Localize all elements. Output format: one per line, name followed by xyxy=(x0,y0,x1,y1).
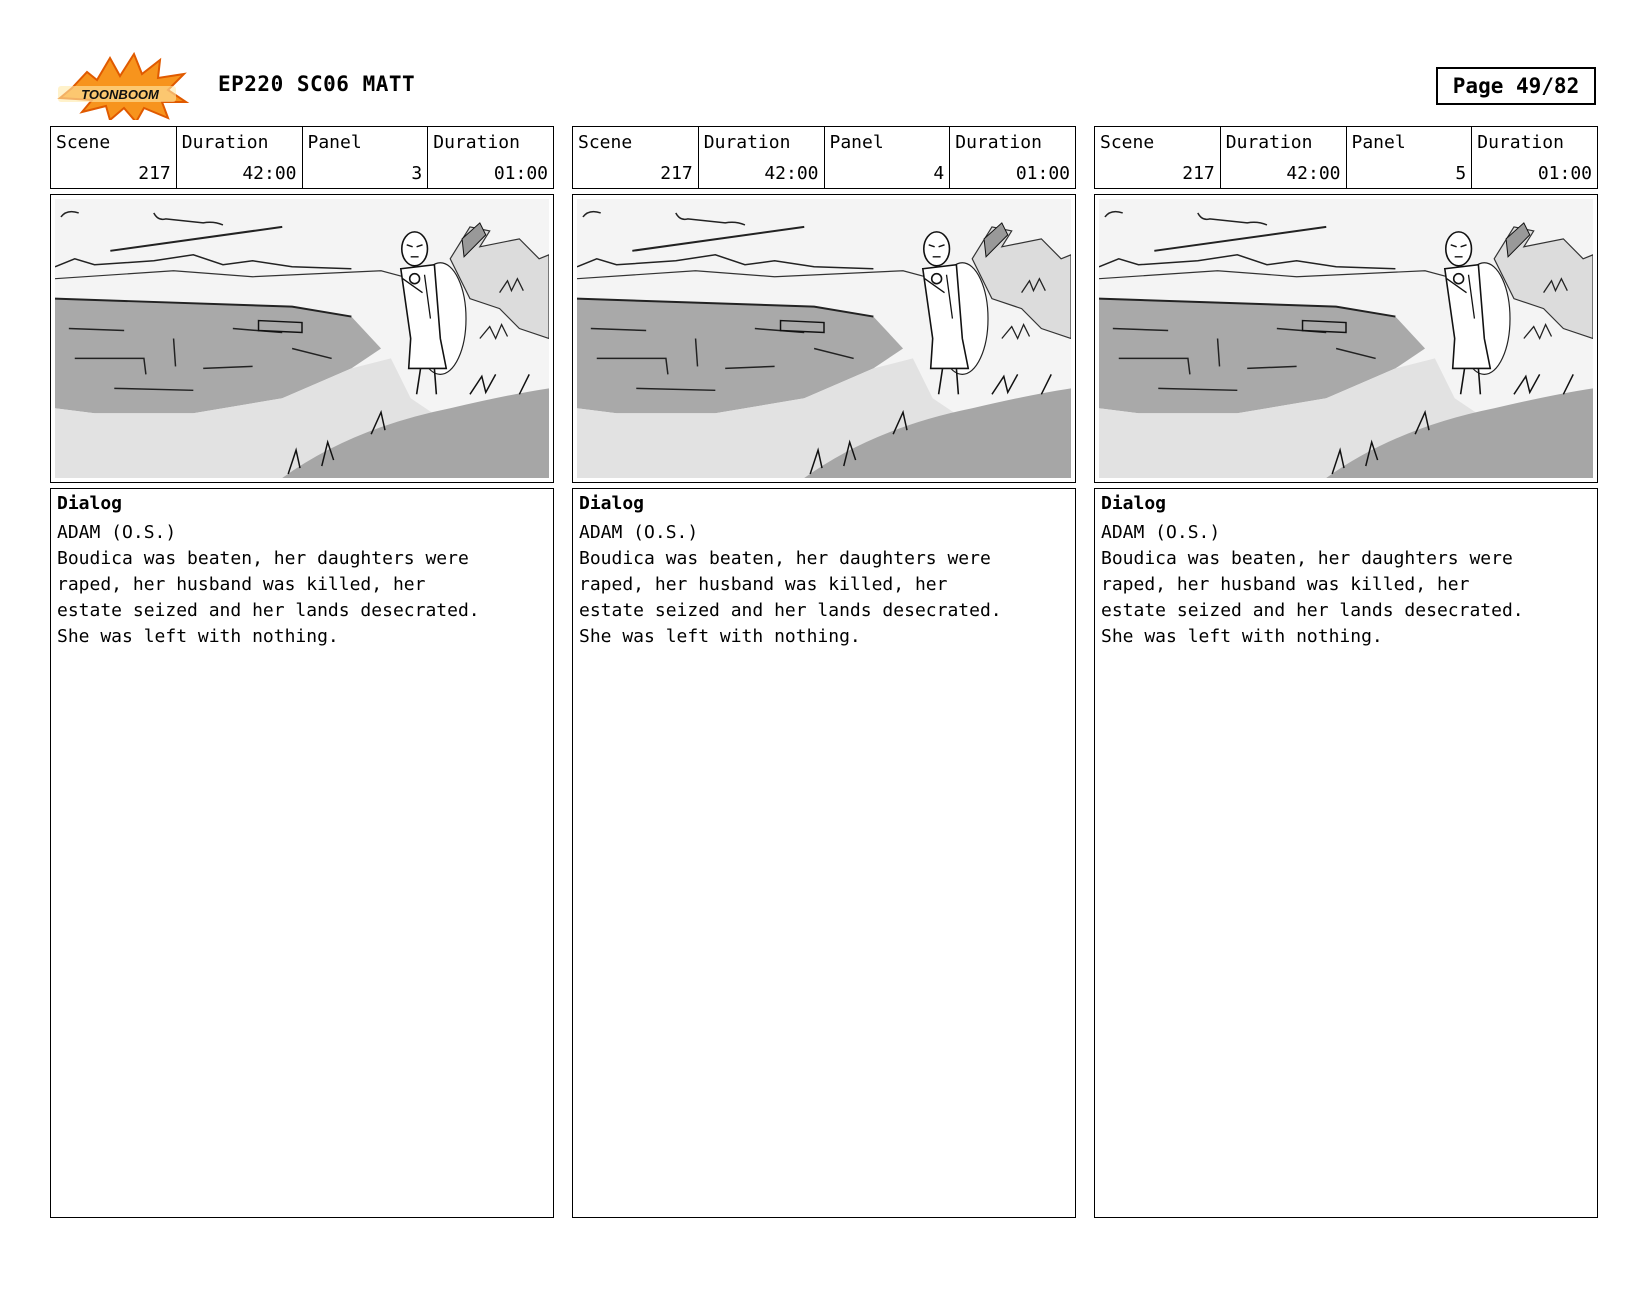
panel-header xyxy=(572,126,1076,189)
svg-text:TOONBOOM: TOONBOOM xyxy=(81,87,159,102)
panel-value: 5 xyxy=(1455,163,1467,184)
dialog-line: She was left with nothing. xyxy=(579,626,861,647)
dialog-character: ADAM (O.S.) xyxy=(579,522,699,543)
sketch-frame xyxy=(50,194,554,483)
page-number: Page 49/82 xyxy=(1436,67,1596,105)
dialog-line: Boudica was beaten, her daughters were xyxy=(57,548,469,569)
panel-header xyxy=(50,126,554,189)
panel-duration-value: 01:00 xyxy=(1537,163,1592,184)
scene-cell xyxy=(573,127,699,188)
panel-cell xyxy=(1347,127,1473,188)
scene-duration-cell xyxy=(699,127,825,188)
scene-label: Scene xyxy=(56,132,111,153)
scene-duration-value: 42:00 xyxy=(1286,163,1341,184)
dialog-label: Dialog xyxy=(57,493,123,514)
dialog-box xyxy=(50,488,554,1218)
scene-duration-value: 42:00 xyxy=(764,163,819,184)
scene-cell xyxy=(1095,127,1221,188)
storyboard-sketch xyxy=(55,199,549,478)
panel-label: Panel xyxy=(307,132,362,153)
scene-duration-cell xyxy=(1221,127,1347,188)
document-title: EP220 SC06 MATT xyxy=(218,72,416,96)
duration-label: Duration xyxy=(433,132,520,153)
dialog-line: estate seized and her lands desecrated. xyxy=(1101,600,1524,621)
dialog-line: Boudica was beaten, her daughters were xyxy=(579,548,991,569)
panel-label: Panel xyxy=(829,132,884,153)
duration-label: Duration xyxy=(181,132,269,153)
dialog-label: Dialog xyxy=(579,493,645,514)
scene-value: 217 xyxy=(138,163,171,184)
dialog-label: Dialog xyxy=(1101,493,1167,514)
panel-duration-value: 01:00 xyxy=(493,163,548,184)
dialog-box xyxy=(1094,488,1598,1218)
panel-header xyxy=(1094,126,1598,189)
dialog-line: Boudica was beaten, her daughters were xyxy=(1101,548,1513,569)
scene-duration-cell xyxy=(177,127,303,188)
scene-label: Scene xyxy=(1100,132,1155,153)
dialog-line: She was left with nothing. xyxy=(57,626,339,647)
duration-label: Duration xyxy=(955,132,1042,153)
dialog-box xyxy=(572,488,1076,1218)
scene-value: 217 xyxy=(660,163,693,184)
scene-value: 217 xyxy=(1182,163,1215,184)
panel-cell xyxy=(303,127,429,188)
dialog-line: estate seized and her lands desecrated. xyxy=(57,600,480,621)
dialog-line: raped, her husband was killed, her xyxy=(57,574,426,595)
toonboom-logo xyxy=(52,50,202,120)
panel-duration-cell xyxy=(428,127,553,188)
panel-duration-cell xyxy=(1472,127,1597,188)
storyboard-sketch xyxy=(577,199,1071,478)
storyboard-sketch xyxy=(1099,199,1593,478)
scene-duration-value: 42:00 xyxy=(242,163,297,184)
dialog-line: raped, her husband was killed, her xyxy=(579,574,948,595)
scene-cell xyxy=(51,127,177,188)
dialog-line: estate seized and her lands desecrated. xyxy=(579,600,1002,621)
duration-label: Duration xyxy=(703,132,791,153)
dialog-line: raped, her husband was killed, her xyxy=(1101,574,1470,595)
panel-value: 4 xyxy=(933,163,945,184)
dialog-line: She was left with nothing. xyxy=(1101,626,1383,647)
sketch-frame xyxy=(572,194,1076,483)
dialog-character: ADAM (O.S.) xyxy=(1101,522,1221,543)
dialog-character: ADAM (O.S.) xyxy=(57,522,177,543)
scene-label: Scene xyxy=(578,132,633,153)
panel-label: Panel xyxy=(1351,132,1406,153)
duration-label: Duration xyxy=(1477,132,1564,153)
panel-cell xyxy=(825,127,951,188)
sketch-frame xyxy=(1094,194,1598,483)
panel-duration-cell xyxy=(950,127,1075,188)
panel-value: 3 xyxy=(411,163,423,184)
panel-duration-value: 01:00 xyxy=(1015,163,1070,184)
duration-label: Duration xyxy=(1225,132,1313,153)
